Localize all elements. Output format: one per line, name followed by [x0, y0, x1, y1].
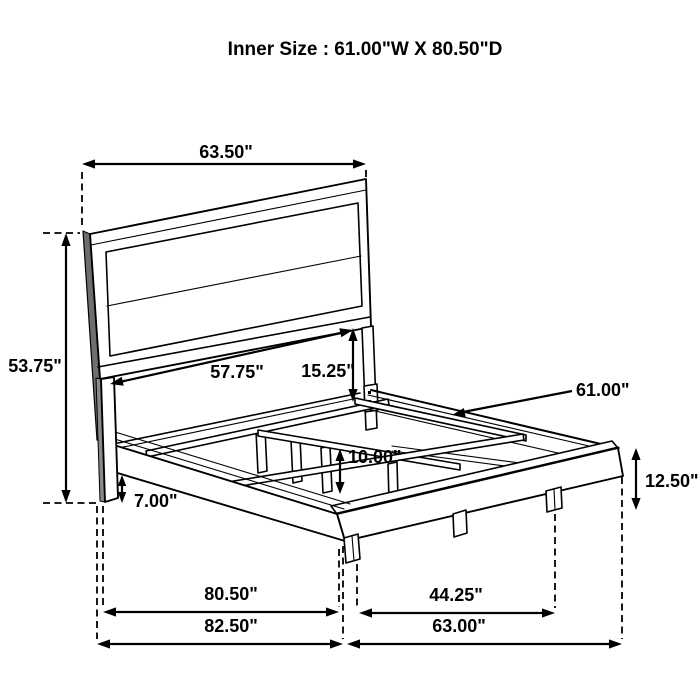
left-leg-front-face	[101, 377, 118, 502]
dimension-side-rail-height	[631, 448, 698, 510]
dim-label-82-50: 82.50"	[204, 616, 258, 636]
dim-label-61-00: 61.00"	[576, 380, 630, 400]
dim-label-15-25: 15.25"	[301, 361, 355, 381]
dim-label-80-50: 80.50"	[204, 584, 258, 604]
dim-label-63-50: 63.50"	[199, 142, 253, 162]
dim-label-63-00: 63.00"	[432, 616, 486, 636]
headboard-left-leg	[96, 377, 118, 502]
dimension-inner-width	[452, 380, 630, 417]
foot-left-leg	[344, 534, 360, 563]
front-center-leg	[453, 510, 467, 537]
dim-label-44-25: 44.25"	[429, 585, 483, 605]
diagram-title: Inner Size : 61.00"W X 80.50"D	[227, 39, 503, 60]
dim-label-7-00: 7.00"	[134, 491, 178, 511]
dim-label-10-00: 10.00"	[348, 447, 402, 467]
dimension-headboard-height	[8, 233, 96, 503]
headboard-right-leg	[362, 326, 377, 430]
dim-label-12-50: 12.50"	[645, 471, 699, 491]
dim-label-57-75: 57.75"	[210, 362, 264, 382]
bracket-bolt	[368, 391, 371, 394]
near-side-rail	[101, 432, 350, 541]
dim-label-53-75: 53.75"	[8, 356, 62, 376]
